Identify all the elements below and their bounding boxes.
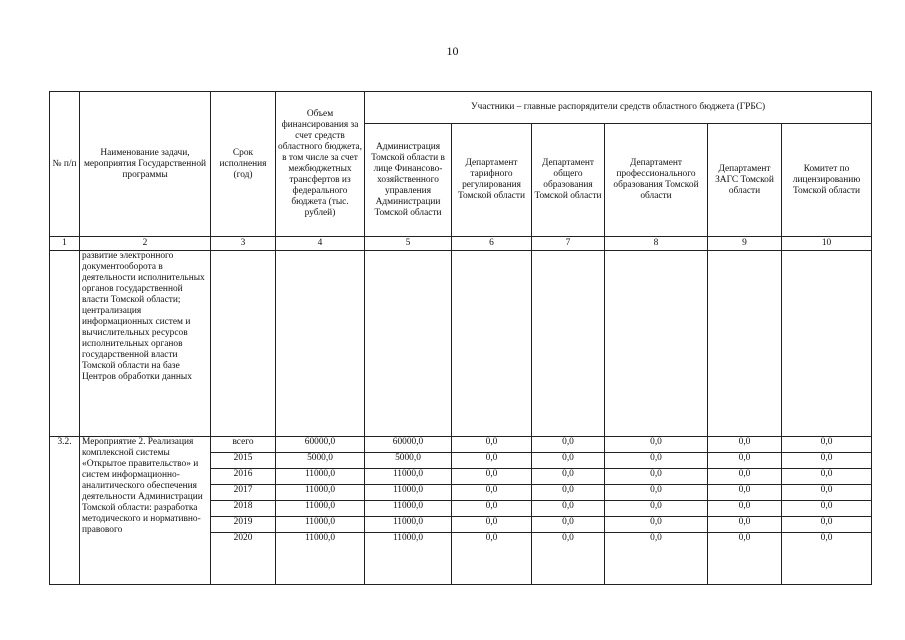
header-task-name: Наименование задачи, мероприятия Государственной программы <box>80 92 211 237</box>
header-row-1 <box>50 92 872 124</box>
continuation-row <box>50 251 872 437</box>
value-cell: 0,0 <box>532 485 605 501</box>
header-participants: Участники – главные распорядители средств областного бюджета (ГРБС) <box>365 92 872 124</box>
value-cell: 0,0 <box>782 533 872 585</box>
value-cell: 0,0 <box>532 501 605 517</box>
empty-cell <box>452 251 532 437</box>
header-participant-zags: Департамент ЗАГС Томской области <box>708 124 782 237</box>
continuation-task-text: развитие электронного документооборота в деятельности исполнительных органов государственной власти Томской области; централизация информационных систем и вычислительных ресурсов исполнительных органов государственной власти Томской области на базе Центров обработки данных <box>80 251 211 437</box>
empty-cell <box>782 251 872 437</box>
year-cell: 2018 <box>211 501 276 517</box>
value-cell: 5000,0 <box>276 453 365 469</box>
empty-cell <box>50 251 80 437</box>
measure-number: 3.2. <box>50 437 80 585</box>
table-row <box>50 437 872 453</box>
column-number: 4 <box>276 237 365 251</box>
value-cell: 0,0 <box>782 469 872 485</box>
year-cell: всего <box>211 437 276 453</box>
value-cell: 0,0 <box>708 517 782 533</box>
column-number: 10 <box>782 237 872 251</box>
value-cell: 11000,0 <box>365 485 452 501</box>
column-number-row <box>50 237 872 251</box>
value-cell: 0,0 <box>605 437 708 453</box>
year-cell: 2019 <box>211 517 276 533</box>
value-cell: 5000,0 <box>365 453 452 469</box>
column-number: 9 <box>708 237 782 251</box>
header-financing: Объем финансирования за счет средств областного бюджета, в том числе за счет межбюджетных трансфертов из федерального бюджета (тыс. рублей) <box>276 92 365 237</box>
value-cell: 0,0 <box>452 517 532 533</box>
value-cell: 0,0 <box>452 469 532 485</box>
column-number: 5 <box>365 237 452 251</box>
header-number: № п/п <box>50 92 80 237</box>
value-cell: 0,0 <box>452 437 532 453</box>
header-participant-general-education: Департамент общего образования Томской области <box>532 124 605 237</box>
value-cell: 60000,0 <box>365 437 452 453</box>
year-cell: 2016 <box>211 469 276 485</box>
value-cell: 11000,0 <box>365 469 452 485</box>
value-cell: 0,0 <box>782 517 872 533</box>
value-cell: 0,0 <box>452 501 532 517</box>
year-cell: 2017 <box>211 485 276 501</box>
value-cell: 0,0 <box>605 501 708 517</box>
budget-table <box>49 91 872 585</box>
value-cell: 0,0 <box>782 437 872 453</box>
empty-cell <box>605 251 708 437</box>
column-number: 1 <box>50 237 80 251</box>
column-number: 6 <box>452 237 532 251</box>
value-cell: 0,0 <box>782 501 872 517</box>
value-cell: 0,0 <box>605 517 708 533</box>
year-cell: 2015 <box>211 453 276 469</box>
value-cell: 0,0 <box>532 453 605 469</box>
value-cell: 0,0 <box>532 533 605 585</box>
header-participant-licensing: Комитет по лицензированию Томской области <box>782 124 872 237</box>
header-participant-administration: Администрация Томской области в лице Финансово-хозяйственного управления Администрации Томской области <box>365 124 452 237</box>
value-cell: 0,0 <box>708 533 782 585</box>
value-cell: 0,0 <box>708 485 782 501</box>
value-cell: 0,0 <box>605 453 708 469</box>
column-number: 2 <box>80 237 211 251</box>
empty-cell <box>276 251 365 437</box>
empty-cell <box>365 251 452 437</box>
value-cell: 0,0 <box>708 437 782 453</box>
value-cell: 60000,0 <box>276 437 365 453</box>
value-cell: 11000,0 <box>365 517 452 533</box>
value-cell: 11000,0 <box>276 469 365 485</box>
empty-cell <box>532 251 605 437</box>
value-cell: 0,0 <box>532 517 605 533</box>
value-cell: 0,0 <box>605 485 708 501</box>
value-cell: 0,0 <box>452 453 532 469</box>
value-cell: 0,0 <box>605 469 708 485</box>
value-cell: 0,0 <box>532 469 605 485</box>
value-cell: 11000,0 <box>276 485 365 501</box>
header-term: Срок исполнения (год) <box>211 92 276 237</box>
year-cell: 2020 <box>211 533 276 585</box>
header-participant-professional-education: Департамент профессионального образования Томской области <box>605 124 708 237</box>
column-number: 3 <box>211 237 276 251</box>
value-cell: 0,0 <box>452 485 532 501</box>
column-number: 7 <box>532 237 605 251</box>
value-cell: 0,0 <box>708 501 782 517</box>
value-cell: 11000,0 <box>276 517 365 533</box>
column-number: 8 <box>605 237 708 251</box>
value-cell: 0,0 <box>708 453 782 469</box>
value-cell: 11000,0 <box>365 501 452 517</box>
value-cell: 11000,0 <box>276 533 365 585</box>
value-cell: 0,0 <box>782 485 872 501</box>
value-cell: 11000,0 <box>276 501 365 517</box>
empty-cell <box>211 251 276 437</box>
value-cell: 0,0 <box>782 453 872 469</box>
value-cell: 0,0 <box>532 437 605 453</box>
value-cell: 0,0 <box>605 533 708 585</box>
value-cell: 0,0 <box>708 469 782 485</box>
page-number: 10 <box>446 44 459 58</box>
value-cell: 0,0 <box>452 533 532 585</box>
value-cell: 11000,0 <box>365 533 452 585</box>
header-participant-tariff: Департамент тарифного регулирования Томской области <box>452 124 532 237</box>
measure-text: Мероприятие 2. Реализация комплексной системы «Открытое правительство» и систем информационно-аналитического обеспечения деятельности Администрации Томской области: разработка методического и нормативно-правового <box>80 437 211 585</box>
empty-cell <box>708 251 782 437</box>
